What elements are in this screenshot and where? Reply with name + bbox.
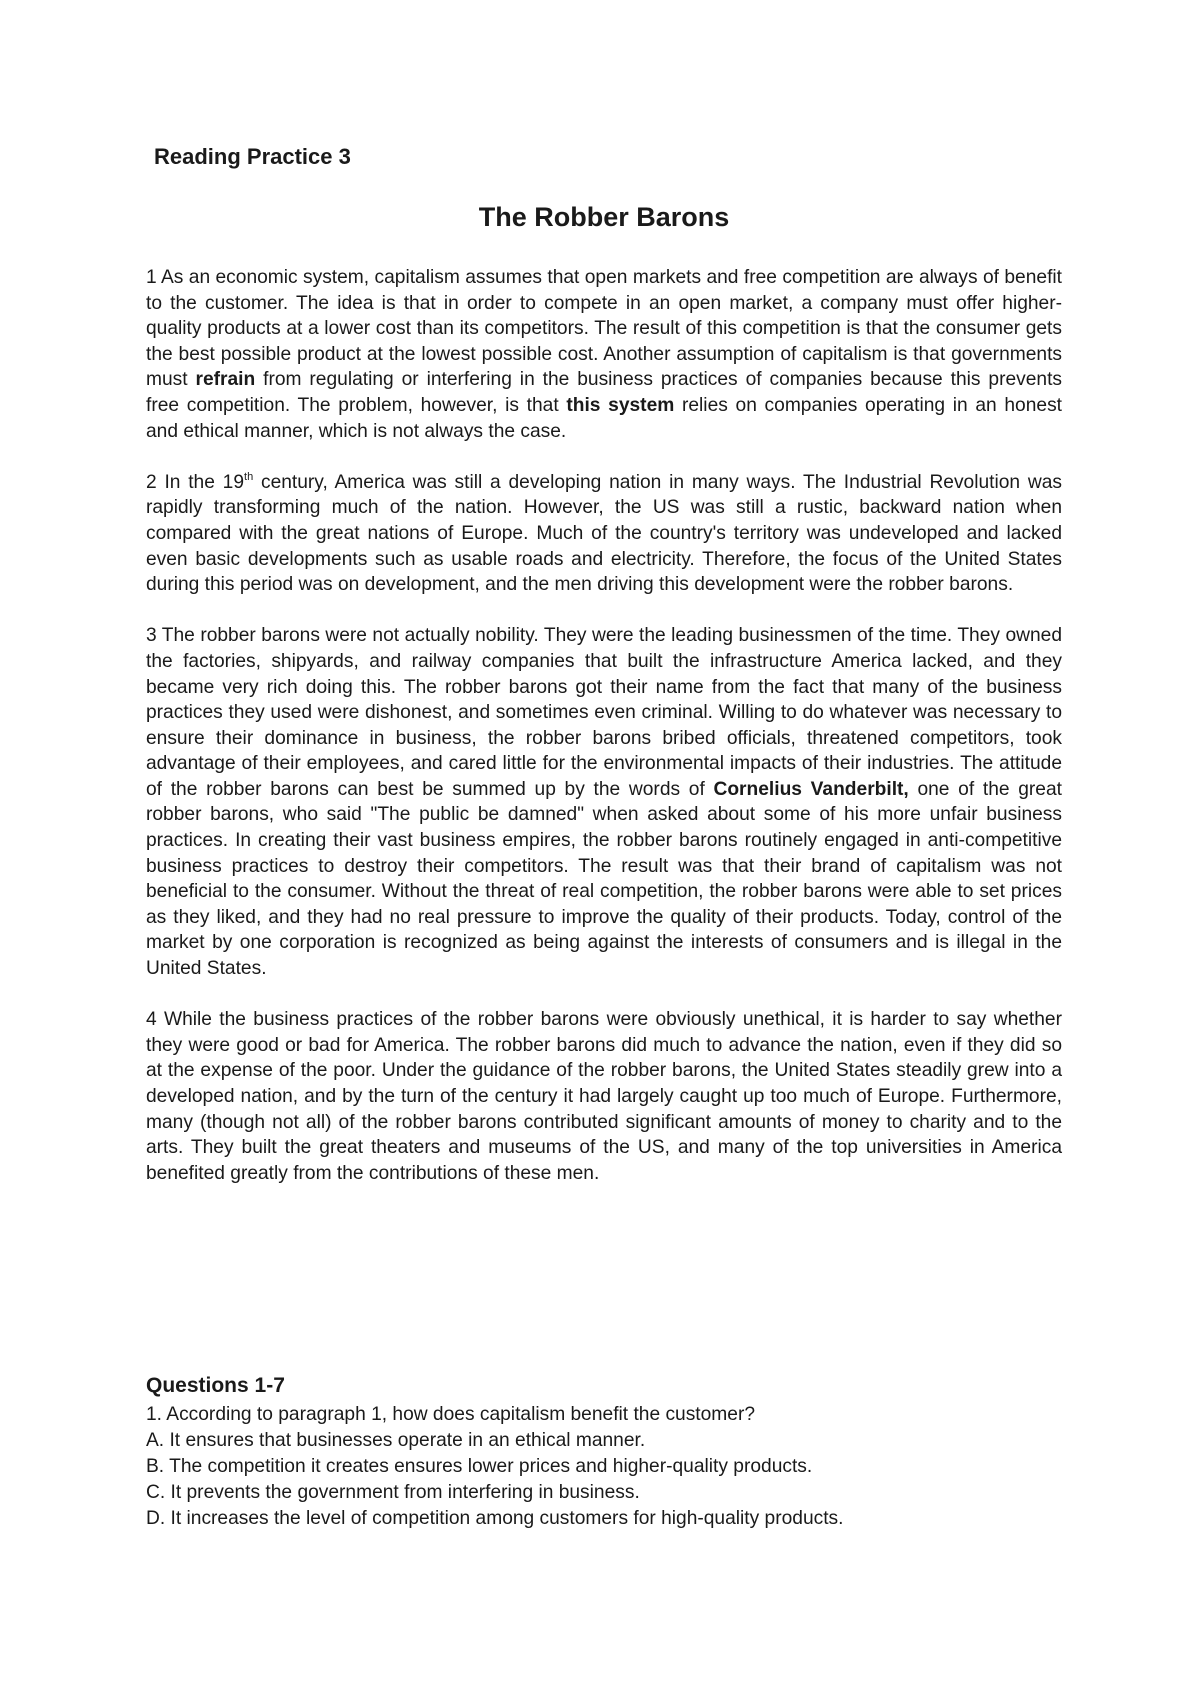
- question-1-option-c: C. It prevents the government from interfering in business.: [146, 1482, 640, 1503]
- document-title: The Robber Barons: [478, 202, 730, 232]
- question-1-option-a: A. It ensures that businesses operate in an ethical manner.: [146, 1430, 646, 1451]
- bold-term-this-system: this system: [566, 394, 675, 416]
- paragraph-1-text-a: 1 As an economic system, capitalism assumes that open markets and free competition are always of benefit to the customer. The idea is that in order to compete in an open market, a company must offer higher-quality products at a lower cost than its competitors. The result of this competition is that the consumer gets the best possible product at the lowest possible cost. Another assumption of capitalism is that governments must: [146, 267, 1062, 391]
- paragraph-1: [146, 265, 1062, 444]
- bold-term-vanderbilt: Cornelius Vanderbilt,: [713, 778, 909, 800]
- ordinal-superscript: th: [244, 470, 254, 483]
- paragraph-3-text-a: 3 The robber barons were not actually nobility. They were the leading businessmen of the time. They owned the factories, shipyards, and railway companies that built the infrastructure America lacked, and they became very rich doing this. The robber barons got their name from the fact that many of the business practices they used were dishonest, and sometimes even criminal. Willing to do whatever was necessary to ensure their dominance in business, the robber barons bribed officials, threatened competitors, took advantage of their employees, and cared little for the environmental impacts of their industries. The attitude of the robber barons can best be summed up by the words of: [146, 625, 1062, 800]
- bold-term-refrain: refrain: [195, 369, 256, 391]
- question-1-prompt: 1. According to paragraph 1, how does capitalism benefit the customer?: [146, 1404, 756, 1425]
- questions-section: [146, 1372, 1062, 1532]
- questions-heading: Questions 1-7: [146, 1374, 285, 1397]
- paragraph-3: [146, 623, 1062, 981]
- paragraph-2: [146, 470, 1062, 598]
- paragraph-1-text-b: from regulating or interfering in the business practices of companies because this prevents free competition. The problem, however, is that: [146, 369, 1062, 416]
- paragraph-1-text-c: relies on companies operating in an honest and ethical manner, which is not always the case.: [146, 394, 1062, 442]
- paragraph-4: [146, 1007, 1062, 1186]
- paragraph-2-text-a: 2 In the 19: [146, 471, 245, 493]
- article-body: [146, 265, 1062, 1212]
- question-1-option-b: B. The competition it creates ensures lower prices and higher-quality products.: [146, 1456, 813, 1477]
- practice-label: Reading Practice 3: [154, 144, 351, 169]
- paragraph-3-text-b: one of the great robber barons, who said "The public be damned" when asked about some of his more unfair business practices. In creating their vast business empires, the robber barons routinely engaged in anti-competitive business practices to destroy their competitors. The result was that their brand of capitalism was not beneficial to the consumer. Without the threat of real competition, the robber barons were able to set prices as they liked, and they had no real pressure to improve the quality of their products. Today, control of the market by one corporation is recognized as being against the interests of consumers and is illegal in the United States.: [146, 778, 1062, 980]
- paragraph-4-text: 4 While the business practices of the robber barons were obviously unethical, it is harder to say whether they were good or bad for America. The robber barons did much to advance the nation, even if they did so at the expense of the poor. Under the guidance of the robber barons, the United States steadily grew into a developed nation, and by the turn of the century it had largely caught up too much of Europe. Furthermore, many (though not all) of the robber barons contributed significant amounts of money to charity and to the arts. They built the great theaters and museums of the US, and many of the top universities in America benefited greatly from the contributions of these men.: [146, 1009, 1062, 1184]
- question-1-option-d: D. It increases the level of competition among customers for high-quality products.: [146, 1508, 844, 1529]
- paragraph-2-text-b: century, America was still a developing nation in many ways. The Industrial Revolution was rapidly transforming much of the nation. However, the US was still a rustic, backward nation when compared with the great nations of Europe. Much of the country's territory was undeveloped and lacked even basic developments such as usable roads and electricity. Therefore, the focus of the United States during this period was on development, and the men driving this development were the robber barons.: [146, 471, 1062, 596]
